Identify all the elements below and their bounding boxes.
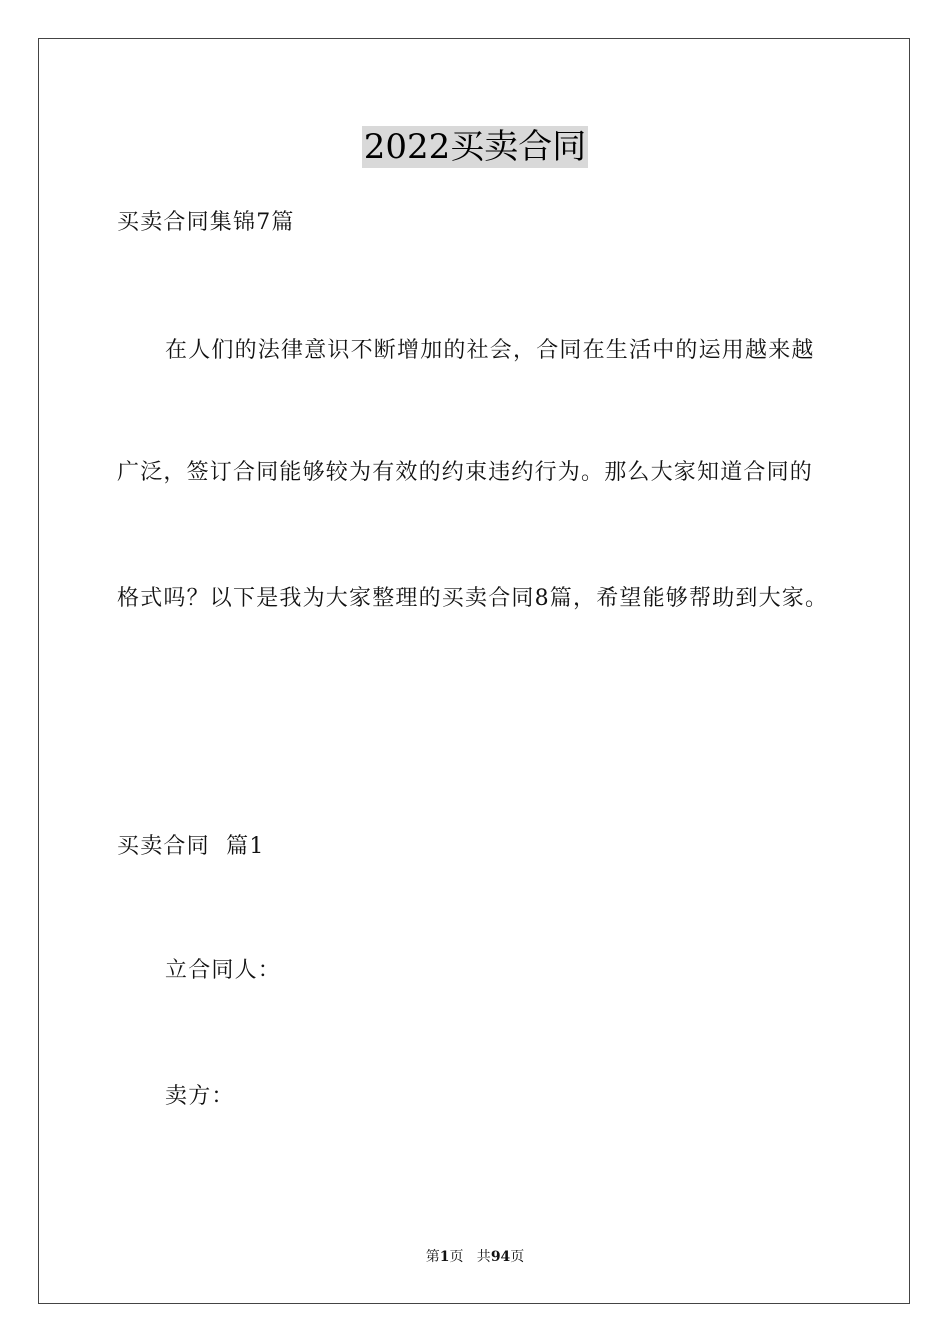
- footer-total-pages: 94: [490, 1249, 511, 1265]
- footer-current-page: 1: [439, 1249, 450, 1265]
- page-footer: [0, 1248, 950, 1266]
- seller-label: 卖方：: [165, 1084, 235, 1109]
- intro-paragraph-line-3: 格式吗？以下是我为大家整理的买卖合同8篇，希望能够帮助到大家。: [117, 586, 829, 611]
- footer-page-suffix: 页: [510, 1249, 525, 1265]
- contract-party-label: 立合同人：: [165, 958, 282, 983]
- footer-page-mid: 页 共: [449, 1249, 491, 1265]
- intro-paragraph-line-1: 在人们的法律意识不断增加的社会，合同在生活中的运用越来越: [165, 338, 815, 363]
- document-title: 2022买卖合同: [363, 127, 587, 167]
- section-heading: 买卖合同 篇1: [117, 834, 265, 859]
- footer-page-prefix: 第: [425, 1249, 440, 1265]
- intro-paragraph-line-2: 广泛，签订合同能够较为有效的约束违约行为。那么大家知道合同的: [117, 460, 814, 485]
- document-subtitle: 买卖合同集锦7篇: [117, 210, 295, 235]
- title-container: [0, 126, 950, 168]
